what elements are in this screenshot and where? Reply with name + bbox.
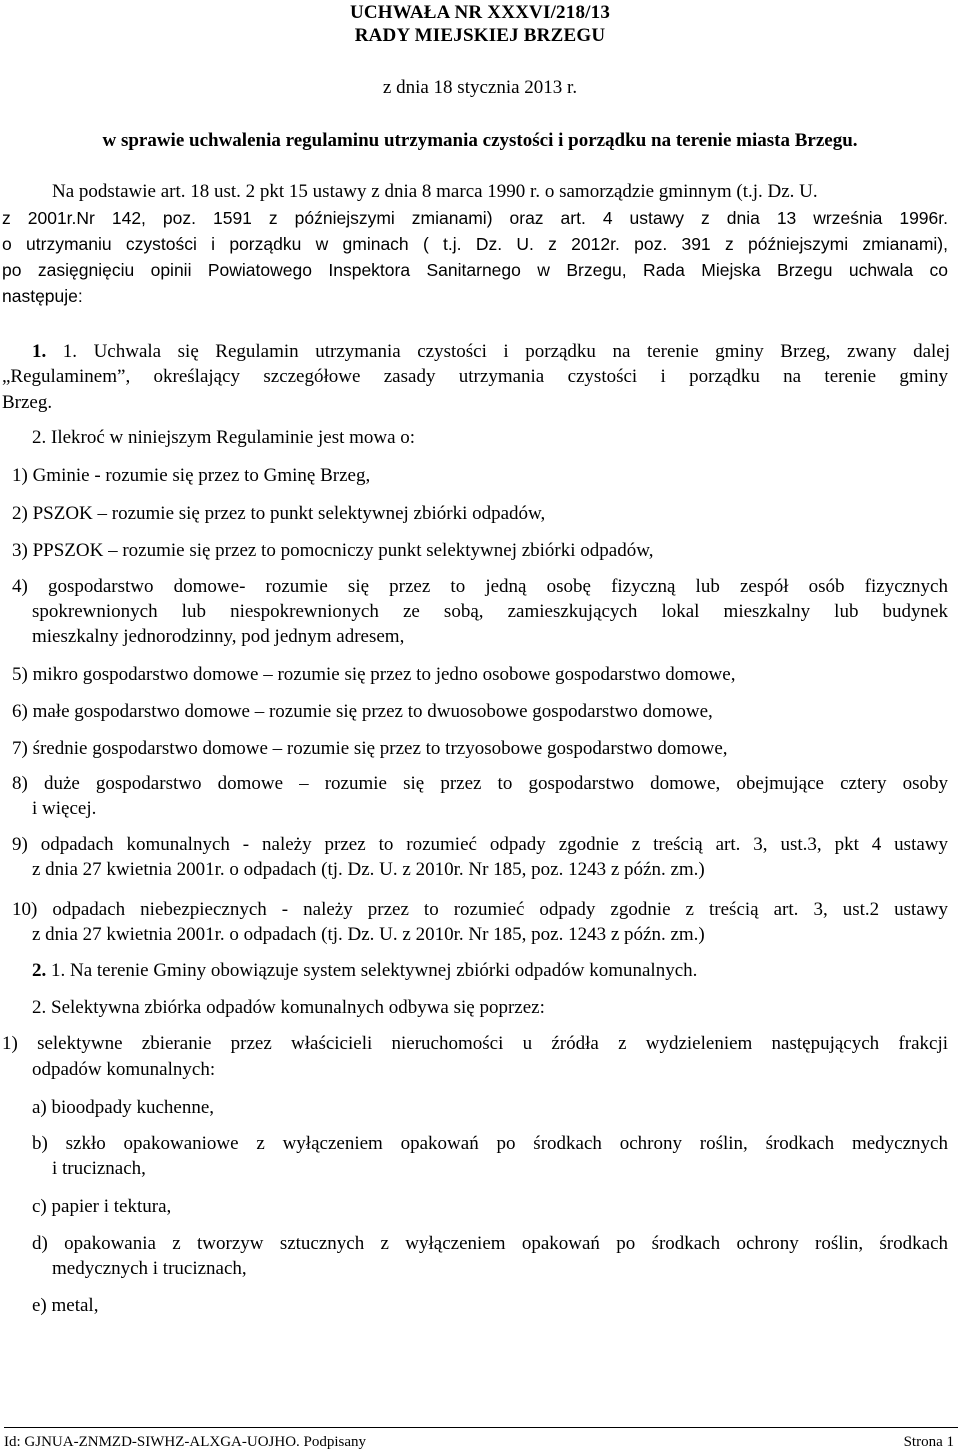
paragraph-number: 1. bbox=[32, 341, 47, 362]
definition-item: 10) odpadach niebezpiecznych - należy przez to rozumieć odpady zgodnie z treścią art. 3, ust.2 ustawy bbox=[12, 899, 948, 920]
page-number: Strona 1 bbox=[903, 1434, 954, 1450]
resolution-subject: w sprawie uchwalenia regulaminu utrzymania czystości i porządku na terenie miasta Brzegu. bbox=[102, 130, 858, 151]
paragraph-2-line: 2. Selektywna zbiórka odpadów komunalnych odbywa się poprzez: bbox=[32, 997, 545, 1018]
resolution-date: z dnia 18 stycznia 2013 r. bbox=[382, 77, 578, 98]
definition-item-cont: z dnia 27 kwietnia 2001r. o odpadach (tj. Dz. U. z 2010r. Nr 185, poz. 1243 z późn. zm.) bbox=[32, 924, 705, 945]
document-id: Id: GJNUA-ZNMZD-SIWHZ-ALXGA-UOJHO. Podpisany bbox=[4, 1434, 367, 1450]
preamble-line: po zasięgnięciu opinii Powiatowego Inspektora Sanitarnego w Brzegu, Rada Miejska Brzegu uchwala co bbox=[2, 260, 948, 280]
definition-item: 2) PSZOK – rozumie się przez to punkt selektywnej zbiórki odpadów, bbox=[12, 503, 546, 524]
paragraph-number: 2. bbox=[32, 960, 47, 981]
paragraph-1-line: 1. 1. Uchwala się Regulamin utrzymania czystości i porządku na terenie gminy Brzeg, zwany dalej bbox=[32, 341, 950, 362]
fraction-item-cont: i truciznach, bbox=[52, 1158, 146, 1179]
fraction-item: a) bioodpady kuchenne, bbox=[32, 1097, 215, 1118]
preamble-line: z 2001r.Nr 142, poz. 1591 z późniejszymi zmianami) oraz art. 4 ustawy z dnia 13 września 1996r. bbox=[2, 208, 948, 228]
preamble-line: następuje: bbox=[2, 286, 83, 306]
collection-item: 1) selektywne zbieranie przez właścicieli nieruchomości u źródła z wydzieleniem następujących frakcji bbox=[2, 1033, 948, 1054]
definitions-intro: 2. Ilekroć w niniejszym Regulaminie jest mowa o: bbox=[32, 427, 416, 448]
definition-item: 6) małe gospodarstwo domowe – rozumie się przez to dwuosobowe gospodarstwo domowe, bbox=[12, 701, 713, 722]
fraction-item: c) papier i tektura, bbox=[32, 1196, 172, 1217]
fraction-item: e) metal, bbox=[32, 1295, 99, 1316]
preamble-line: Na podstawie art. 18 ust. 2 pkt 15 ustawy z dnia 8 marca 1990 r. o samorządzie gminnym (t.j. Dz. U. bbox=[52, 181, 818, 202]
fraction-item-cont: medycznych i truciznach, bbox=[52, 1258, 247, 1279]
definition-item: 8) duże gospodarstwo domowe – rozumie się przez to gospodarstwo domowe, obejmujące cztery osoby bbox=[12, 773, 948, 794]
definition-item: 7) średnie gospodarstwo domowe – rozumie się przez to trzyosobowe gospodarstwo domowe, bbox=[12, 738, 728, 759]
paragraph-1-line: Brzeg. bbox=[2, 392, 53, 413]
paragraph-2-line: 2. 1. Na terenie Gminy obowiązuje system selektywnej zbiórki odpadów komunalnych. bbox=[32, 960, 698, 981]
definition-item: 3) PPSZOK – rozumie się przez to pomocniczy punkt selektywnej zbiórki odpadów, bbox=[12, 540, 654, 561]
preamble-line: o utrzymaniu czystości i porządku w gminach ( t.j. Dz. U. z 2012r. poz. 391 z późniejszymi zmianami), bbox=[2, 234, 948, 254]
definition-item: 1) Gminie - rozumie się przez to Gminę Brzeg, bbox=[12, 465, 371, 486]
fraction-item: b) szkło opakowaniowe z wyłączeniem opakowań po środkach ochrony roślin, środkach medycznych bbox=[32, 1133, 948, 1154]
definition-item-cont: i więcej. bbox=[32, 798, 97, 819]
collection-item-cont: odpadów komunalnych: bbox=[32, 1059, 216, 1080]
council-name: RADY MIEJSKIEJ BRZEGU bbox=[354, 25, 606, 46]
definition-item: 5) mikro gospodarstwo domowe – rozumie się przez to jedno osobowe gospodarstwo domowe, bbox=[12, 664, 736, 685]
paragraph-1-line: „Regulaminem”, określający szczegółowe zasady utrzymania czystości i porządku na terenie gminy bbox=[2, 366, 948, 387]
fraction-item: d) opakowania z tworzyw sztucznych z wyłączeniem opakowań po środkach ochrony roślin, środkach bbox=[32, 1233, 948, 1254]
definition-item: 4) gospodarstwo domowe- rozumie się przez to jedną osobę fizyczną lub zespół osób fizycznych bbox=[12, 576, 948, 597]
definition-item-cont: spokrewnionych lub niespokrewnionych ze sobą, zamieszkujących lokal mieszkalny lub budynek bbox=[32, 601, 948, 622]
definition-item-cont: z dnia 27 kwietnia 2001r. o odpadach (tj. Dz. U. z 2010r. Nr 185, poz. 1243 z późn. zm.) bbox=[32, 859, 705, 880]
definition-item: 9) odpadach komunalnych - należy przez to rozumieć odpady zgodnie z treścią art. 3, ust.3, pkt 4 ustawy bbox=[12, 834, 948, 855]
footer-divider bbox=[4, 1427, 958, 1428]
resolution-title: UCHWAŁA NR XXXVI/218/13 bbox=[349, 2, 611, 23]
definition-item-cont: mieszkalny jednorodzinny, pod jednym adresem, bbox=[32, 626, 405, 647]
